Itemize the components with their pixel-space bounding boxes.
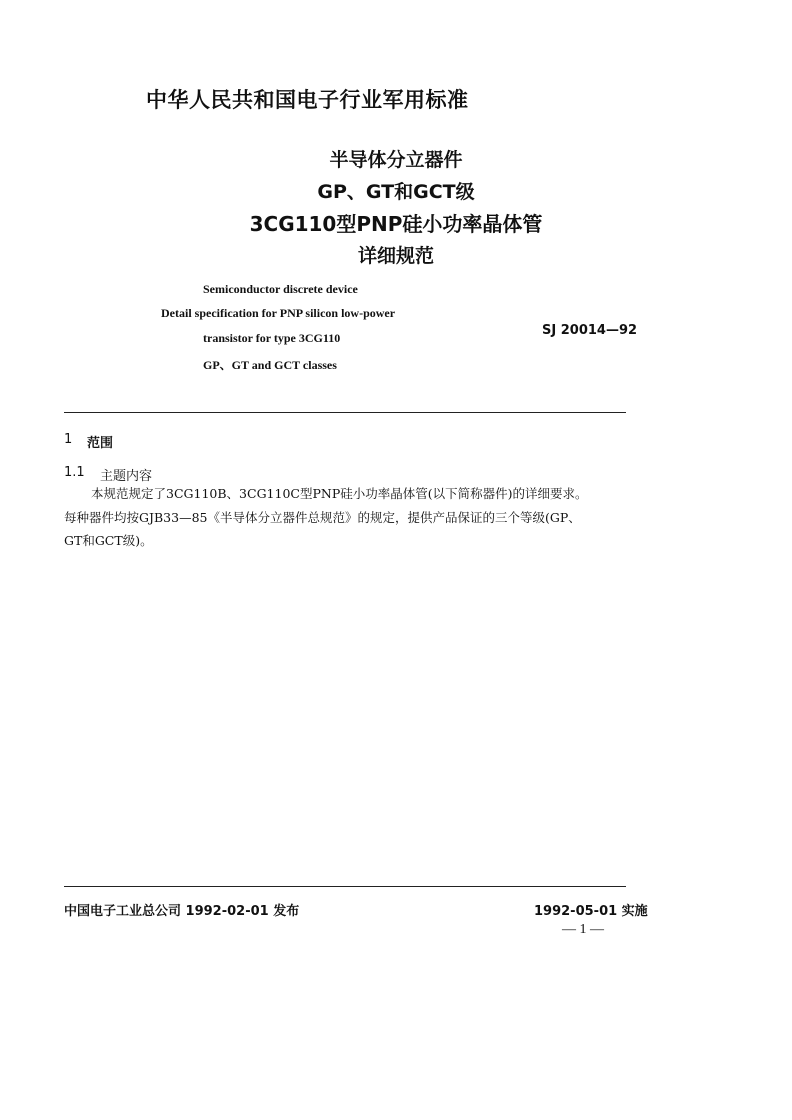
body-line-2: 每种器件均按GJB33—85《半导体分立器件总规范》的规定，提供产品保证的三个等级(GP、 [64, 510, 581, 525]
publisher-title: 中华人民共和国电子行业军用标准 [146, 88, 469, 112]
section-1-heading: 范围 [87, 436, 114, 451]
issue-info: 中国电子工业总公司 1992-02-01 发布 [64, 904, 300, 919]
body-line-1: 本规范规定了3CG110B、3CG110C型PNP硅小功率晶体管(以下简称器件)的详细要求。 [91, 486, 588, 501]
english-title-line-2: Detail specification for PNP silicon low-power [161, 306, 396, 320]
section-1-number: 1 [64, 432, 73, 447]
standard-number: SJ 20014—92 [542, 323, 638, 338]
english-title-line-3: transistor for type 3CG110 [203, 331, 341, 345]
footer-divider [64, 886, 626, 887]
section-1-1-heading: 主题内容 [100, 469, 153, 484]
title-line-2: GP、GT和GCT级 [317, 181, 475, 203]
page-number: — 1 — [562, 922, 604, 937]
title-line-3: 3CG110型PNP硅小功率晶体管 [249, 212, 543, 236]
header-divider [64, 412, 626, 413]
english-title-line-1: Semiconductor discrete device [203, 282, 358, 296]
body-line-3: GT和GCT级)。 [64, 533, 153, 548]
section-1-1-number: 1.1 [64, 465, 85, 480]
english-title-line-4: GP、GT and GCT classes [203, 358, 337, 372]
title-line-4: 详细规范 [357, 245, 434, 267]
effective-date: 1992-05-01 实施 [534, 904, 648, 919]
title-line-1: 半导体分立器件 [329, 149, 463, 171]
